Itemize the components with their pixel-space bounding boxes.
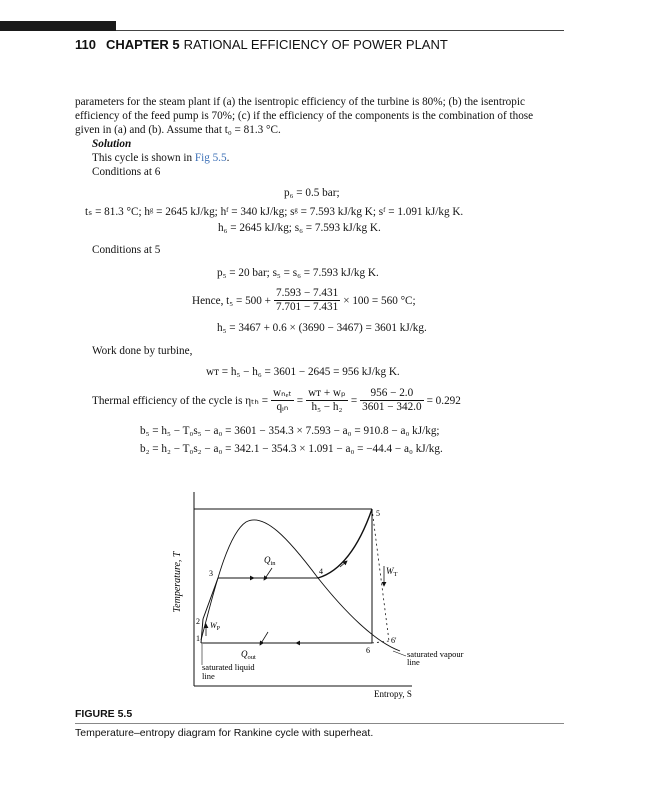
cycle-sentence: This cycle is shown in Fig 5.5. <box>92 152 230 164</box>
point-6-label: 6 <box>366 646 370 655</box>
intro-line-3: given in (a) and (b). Assume that t₀ = 81.3 °C. <box>75 124 281 136</box>
caption-rule <box>75 723 564 724</box>
process-2-3 <box>203 578 218 619</box>
t5-numerator: 7.593 − 7.431 <box>275 287 339 299</box>
x-axis-label: Entropy, S <box>374 689 412 699</box>
figure-caption: Temperature–entropy diagram for Rankine cycle with superheat. <box>75 727 374 739</box>
w-p-label: $W_P$ <box>210 621 221 632</box>
point-4-label: 4 <box>319 567 323 576</box>
figure-label: FIGURE 5.5 <box>75 708 133 720</box>
eq-b5: b₅ = h₅ − T₀s₅ − a₀ = 3601 − 354.3 × 7.593 − a₀ = 910.8 − a₀ kJ/kg; <box>140 425 440 437</box>
t5-denominator: 7.701 − 7.431 <box>275 301 339 313</box>
point-1-label: 1 <box>196 634 200 643</box>
q-in-label: $Q_{in}$ <box>264 555 276 567</box>
page-number: 110 <box>75 37 96 52</box>
eq-p6: p₆ = 0.5 bar; <box>284 187 340 199</box>
sat-vapour-leader <box>393 651 406 656</box>
conditions-5-label: Conditions at 5 <box>92 244 161 256</box>
eq-wt: wᴛ = h₅ − h₆ = 3601 − 2645 = 956 kJ/kg K. <box>206 366 400 378</box>
eq-h6: h₆ = 2645 kJ/kg; s₆ = 7.593 kJ/kg K. <box>218 222 381 234</box>
q-out-label: $Q_{out}$ <box>241 649 256 661</box>
eq-thermal-efficiency: Thermal efficiency of the cycle is ηₜₕ = $\frac{\text{wₙₑₜ}}{\text{qᵢₙ}}$ = $\frac{\text{wᴛ + wₚ}}{\text{h₅ − h₂}}$ = $\frac{956 - 2.0}{3601 - 342.0}$ = 0.292 <box>92 387 461 413</box>
solution-heading: Solution <box>92 138 132 150</box>
conditions-6-label: Conditions at 6 <box>92 166 161 178</box>
figure-link[interactable]: Fig 5.5 <box>194 152 227 164</box>
eq-p5: p₅ = 20 bar; s₅ = s₆ = 7.593 kJ/kg K. <box>217 267 379 279</box>
sat-liquid-label-2: line <box>202 671 215 681</box>
point-6prime-label: 6' <box>391 636 397 645</box>
eq-t5: Hence, t₅ = 500 + $\frac{7.593 - 7.431}{7.701 - 7.431}$ × 100 = 560 °C; <box>192 287 416 313</box>
work-label: Work done by turbine, <box>92 345 193 357</box>
eq-h5: h₅ = 3467 + 0.6 × (3690 − 3467) = 3601 kJ/kg. <box>217 322 427 334</box>
chapter-title: RATIONAL EFFICIENCY OF POWER PLANT <box>183 37 448 52</box>
intro-line-1: parameters for the steam plant if (a) the isentropic efficiency of the turbine is 80%; (b) the isentropic <box>75 96 525 108</box>
chapter-label: CHAPTER 5 <box>105 37 180 52</box>
sat-vapour-label-2: line <box>407 657 420 667</box>
sat-liquid-label-1: saturated liquid <box>202 662 255 672</box>
w-t-label: $W_T$ <box>386 566 398 578</box>
y-axis-label: Temperature, T <box>172 551 183 613</box>
process-4-5 <box>318 509 372 578</box>
process-1-2 <box>201 619 203 643</box>
point-3-label: 3 <box>209 569 213 578</box>
intro-line-2: efficiency of the feed pump is 70%; (c) if the efficiency of the components is the combination of those <box>75 110 534 122</box>
point-2-label: 2 <box>196 617 200 626</box>
process-6prime-6 <box>372 641 389 643</box>
eq-b2: b₂ = h₂ − T₀s₂ − a₀ = 342.1 − 354.3 × 1.091 − a₀ = −44.4 − a₀ kJ/kg. <box>140 443 443 455</box>
eq-state6-props: tₛ = 81.3 °C; hᵍ = 2645 kJ/kg; hᶠ = 340 kJ/kg; sᵍ = 7.593 kJ/kg K; sᶠ = 1.091 kJ/kg K. <box>85 206 464 218</box>
point-5-label: 5 <box>376 509 380 518</box>
saturation-dome <box>201 520 400 651</box>
sat-vapour-label-1: saturated vapour <box>407 649 464 659</box>
